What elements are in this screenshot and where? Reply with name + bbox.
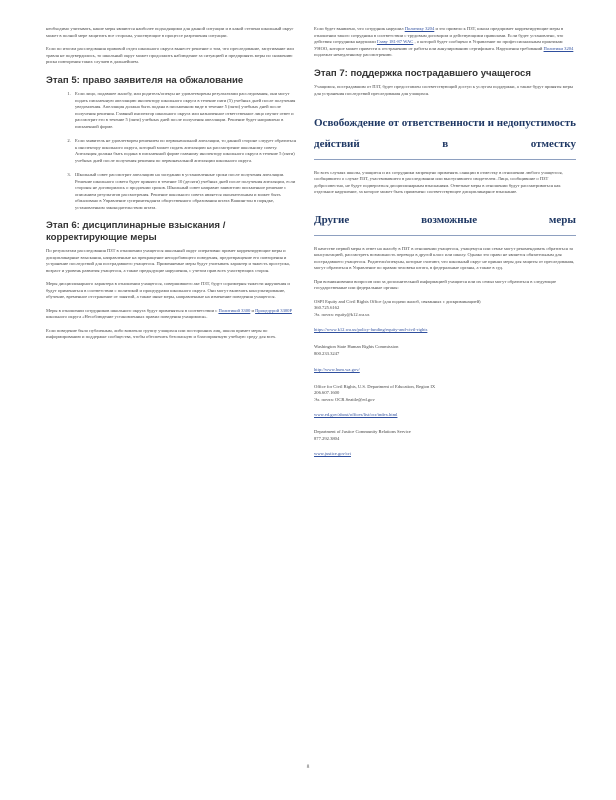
contact-line: 800.233.3247 (314, 351, 340, 356)
staff-p-end: подлежат немедленному рассмотрению. (314, 52, 393, 58)
contact-line: Эл. почта: equity@k12.wa.us (314, 311, 370, 317)
other-measures-paragraph-2: При возникновении вопросов или за дополнительной информацией учащиеся или их семьи могут обратиться в следующие государственные или федеральные органы: (314, 278, 557, 291)
contact-doj (314, 429, 576, 460)
contact-link-ospi[interactable]: https://www.k12.wa.us/policy-funding/equity-and-civil-rights (314, 327, 428, 333)
stage5-list (46, 91, 298, 211)
contact-line: Office for Civil Rights, U.S. Department of Education, Region IX (314, 383, 436, 389)
staff-paragraph (314, 26, 576, 59)
stage7-paragraph: Учащимся, пострадавшим от ПЗТ, будет предоставлен соответствующий доступ к услугам поддержки, а также будут приняты меры для устранения последствий преследования для учащихся. (314, 84, 573, 96)
stage6-paragraph-2: Меры дисциплинарного характера в отношении учащегося, совершившего акт ПЗТ, будут соразмерны тяжести нарушения и будут применяться в соответствии с политикой и процедурами школьного округа. Они могут включать консультирование, обучение, временное отстранение от занятий, а также иные меры, направленные на изменение поведения учащегося. (46, 281, 290, 300)
procedure-3300p-link[interactable]: Процедурой 3300P (255, 307, 292, 313)
page-number: 8 (306, 764, 310, 770)
other-measures-heading: Другие возможные меры (314, 213, 576, 226)
contact-line: Эл. почта: OCR.Seattle@ed.gov (314, 396, 375, 402)
immunity-divider (314, 159, 576, 160)
contact-line: Washington State Human Rights Commission (314, 344, 399, 350)
contact-ospi (314, 299, 576, 337)
contact-link-ocr[interactable]: www.ed.gov/about/offices/list/ocr/index.html (314, 412, 398, 418)
contact-hrc (314, 344, 576, 375)
staff-p-mid: и это привело к ПЗТ, школа предпримет корректирующие меры в отношении такого сотрудника в соответствии с трудовым договором и действующими правилами. (314, 26, 564, 38)
right-column (314, 26, 576, 468)
stage5-heading: Этап 5: право заявителя на обжалование (46, 74, 244, 86)
contact-line: 206.607.1600 (314, 390, 340, 396)
stage6-p3-mid: и (251, 307, 254, 313)
staff-p-prefix: Если будет выявлено, что сотрудник нарушил (314, 26, 404, 31)
policy-3204-link-2[interactable]: Политики 3204 (543, 45, 574, 51)
policy-3204-link[interactable]: Политику 3204 (404, 26, 435, 31)
immunity-heading: Освобождение от ответственности и недопустимость действий в отместку (314, 117, 576, 150)
immunity-paragraph: Во всех случаях школы, учащиеся и их сотрудники запрещено применять санкции в отместку в отношении любого учащегося, сообщившего о случае ПЗТ, участвовавшего в расследовании или выступившего свидетелем. Лица, сообщившие о ПЗТ добросовестно, не будут подвергаться дисциплинарным взысканиям. Ответные меры в отношении будут рассматриваться как отдельное нарушение, за которое может быть применено соответствующее дисциплинарное взыскание. (314, 169, 563, 195)
stage5-item-1: 1. Если лицо, подавшее жалобу, или родитель/опекун не удовлетворены результатами расследования, они могут подать письменную апелляцию инспектору школьного округа в течение пяти (5) учебных дней после получения уведомления. Апелляция должна быть подана в письменном виде в течение 5 (пяти) учебных дней после получения решения. Главный инспектор школьного округа или назначенное ответственное лицо изучит ответ и рассмотрит его в течение 5 (пяти) учебных дней после получения апелляции. Решение будет направлено в письменной форме. (72, 91, 298, 130)
contact-line: Department of Justice Community Relations Service (314, 429, 411, 435)
contact-link-doj[interactable]: www.justice.gov/crt (314, 451, 351, 457)
contact-link-hrc[interactable]: http://www.hum.wa.gov/ (314, 366, 360, 372)
contact-ocr (314, 384, 576, 422)
stage5-item-3: 3. Школьный совет рассмотрит апелляцию на заседании в установленные сроки после получения апелляции. Решение школьного совета будет принято в течение 10 (десяти) учебных дней после получения апелляции, если стороны не договорились о продлении сроков. Школьный совет направит заявителю письменное решение с описанием результатов рассмотрения. Решение школьного совета является окончательным и может быть обжаловано в Управление суперинтенданта общественного образования штата Вашингтон в порядке, установленном законодательством штата. (72, 172, 298, 211)
stage6-p3-suffix: школьного округа «Несоблюдение установленных правил поведения учащимися». (46, 314, 208, 320)
stage6-paragraph-1: По результатам расследования ПЗТ в отношении учащегося школьный округ оперативно примет корректирующие меры и дисциплинарные взыскания, направленные на прекращение неподобающего поведения, предотвращение его повторения и устранение последствий для пострадавшего учащегося. Применяемые меры будут учитывать характер и тяжесть проступка, возраст и уровень развития учащегося, а также предыдущие нарушения, с учетом прав всех участвующих сторон. (46, 248, 290, 273)
stage5-item-2: 2. Если заявитель не удовлетворен решением по первоначальной апелляции, то данной стороне следует обратиться к инспектору школьного округа, который может подать апелляцию на рассмотрение школьному совету. Апелляция должна быть подана в письменной форме главному инспектору школьного округа в течение 5 (пяти) учебных дней после получения решения по первоначальной апелляции школьного округа. (72, 138, 298, 164)
staff-p-rest2: , о которой будет сообщено в Управление по профессиональным практикам УНОО, которое может привести к отстранению от работы или аннулированию сертификата. Нарушения требований (314, 39, 563, 51)
stage6-paragraph-3 (46, 308, 298, 321)
staff-p-rest: Если будет установлено, что действия сотрудника нарушили (314, 32, 564, 45)
wac-181-87-link[interactable]: Главу 181-87 WAC (376, 39, 414, 45)
policy-3300-link[interactable]: Политикой 3300 (218, 307, 251, 313)
contact-line: 360.725.6162 (314, 305, 340, 311)
left-column (46, 26, 298, 348)
other-measures-divider (314, 235, 576, 236)
other-measures-paragraph-1: В качестве первой меры в ответ на жалобу в ПЗТ в отношении учащегося, учащемуся или семье могут рекомендовать обратиться за консультацией, рассмотреть возможность перевода в другой класс или школу. Однако это право не является обязательным для пострадавшего учащегося. Родители/опекуны, которые считают, что школьный округ не принял меры для защиты от преследования, могут обратиться в Управление по правам человека штата, в федеральные органы, а также в суд. (314, 245, 575, 271)
intro-paragraph-2: Если по итогам расследования правовой отдел школьного округа вынесет решение о том, что преследование, запугивание или травля не подтвердились, то школьный округ может продолжить наблюдение за ситуацией и предпринять меры по снижению риска повторения таких случаев в дальнейшем. (46, 46, 294, 65)
stage6-paragraph-4: Если поведение было публичным, либо вовлекло группу учащихся или посторонних лиц, школа примет меры по информированию и поддержке сообщества, чтобы обеспечить безопасную и благоприятную учебную среду для всех. (46, 327, 277, 340)
contact-line: OSPI Equity and Civil Rights Office (для подачи жалоб, связанных с дискриминацией) (314, 298, 481, 304)
contact-line: 877.292.3804 (314, 435, 340, 441)
stage6-p3-prefix: Меры в отношении сотрудников школьного округа будут применяться в соответствии с (46, 307, 218, 313)
stage7-heading: Этап 7: поддержка пострадавшего учащегося (314, 67, 531, 79)
stage6-heading: Этап 6: дисциплинарные взыскания / корректирующие меры (46, 220, 226, 243)
intro-paragraph-1: необходимо учитывать, какие меры являются наиболее подходящими для данной ситуации и в какой степени школьный округ может в полной мере защитить все стороны, участвующие в процессе разрешения ситуации. (46, 26, 294, 38)
